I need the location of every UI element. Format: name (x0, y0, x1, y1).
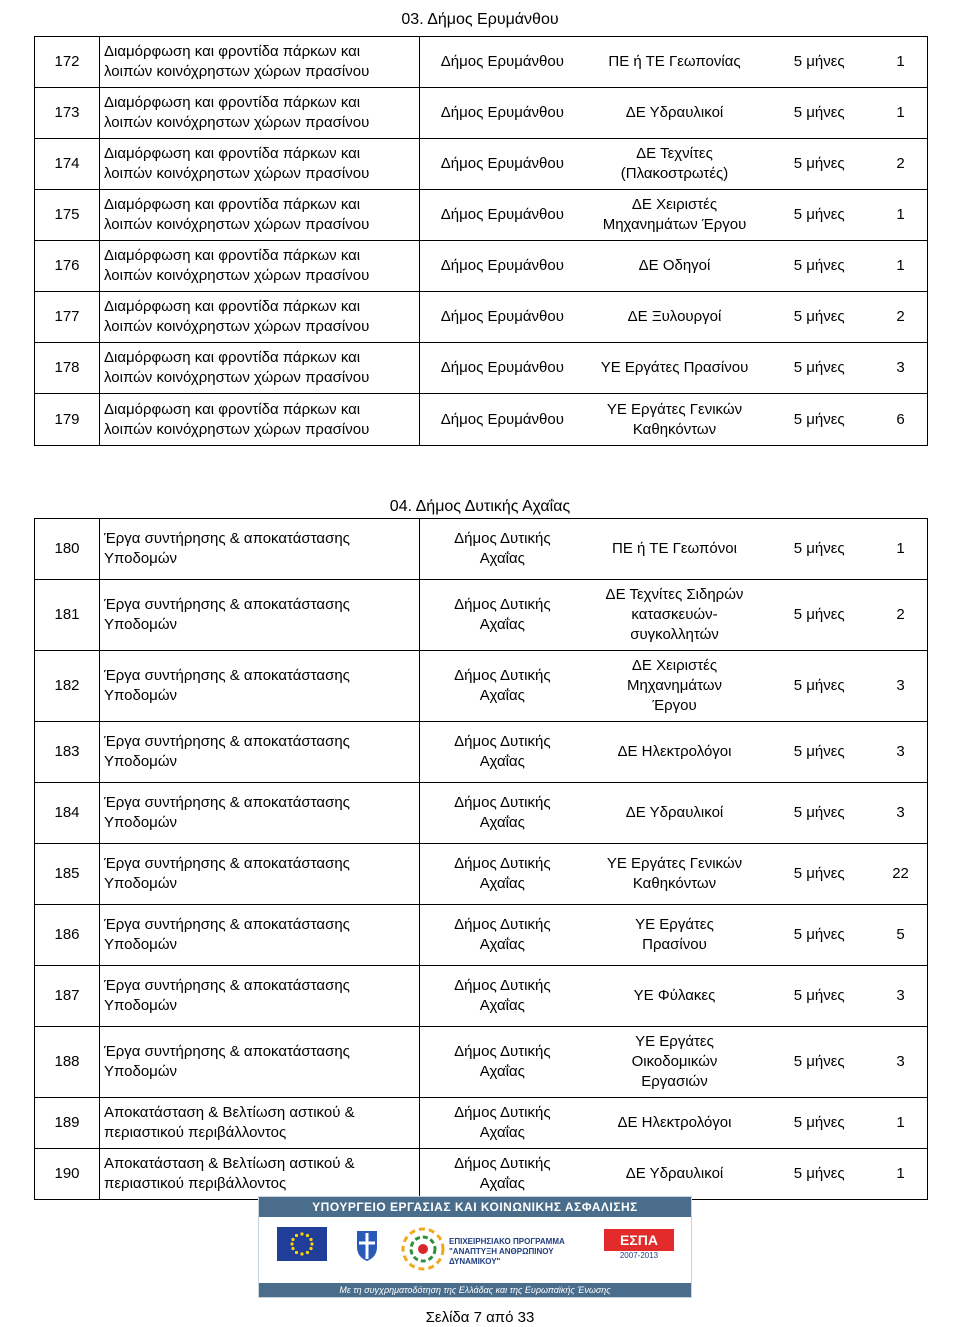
project-title (100, 519, 420, 580)
project-line: λοιπών κοινόχρηστων χώρων πρασίνου (104, 267, 370, 284)
specialty: ΔΕ Χειριστές Μηχανημάτων Έργου (626, 657, 723, 714)
duration: 5 μήνες (793, 1165, 845, 1182)
project-line: Έργα συντήρησης & αποκατάστασης (104, 596, 350, 613)
municipality: Δήμος Δυτικής Αχαΐας (454, 977, 551, 1014)
table-row (35, 190, 928, 241)
positions-count: 2 (896, 606, 905, 623)
specialty: ΔΕ Οδηγοί (638, 257, 711, 274)
municipality: Δήμος Ερυμάνθου (440, 155, 564, 172)
project-title (100, 580, 420, 651)
project-title (100, 651, 420, 722)
project-title (100, 190, 420, 241)
project-title (100, 722, 420, 783)
position-cell (420, 139, 928, 190)
project-line: Έργα συντήρησης & αποκατάστασης (104, 916, 350, 933)
operational-program-logo-icon (399, 1225, 447, 1273)
position-cell (420, 651, 928, 722)
specialty: ΠΕ ή ΤΕ Γεωπονίας (608, 53, 741, 70)
municipality: Δήμος Δυτικής Αχαΐας (454, 794, 551, 831)
project-title (100, 394, 420, 446)
specialty: ΥΕ Εργάτες Πρασίνου (635, 916, 714, 953)
project-line: Έργα συντήρησης & αποκατάστασης (104, 977, 350, 994)
table-row (35, 722, 928, 783)
project-line: λοιπών κοινόχρηστων χώρων πρασίνου (104, 420, 370, 438)
specialty: ΔΕ Υδραυλικοί (625, 104, 724, 121)
table-row (35, 580, 928, 651)
funding-banner (258, 1196, 692, 1298)
duration: 5 μήνες (793, 1053, 845, 1070)
project-line: Διαμόρφωση και φροντίδα πάρκων και (104, 400, 361, 418)
table-row (35, 966, 928, 1027)
specialty: ΥΕ Εργάτες Γενικών Καθηκόντων (606, 855, 743, 892)
positions-count: 2 (896, 308, 905, 325)
table-row (35, 343, 928, 394)
project-line: Έργα συντήρησης & αποκατάστασης (104, 667, 350, 684)
table-row (35, 37, 928, 88)
municipality: Δήμος Δυτικής Αχαΐας (454, 596, 551, 633)
section-title-04: 04. Δήμος Δυτικής Αχαΐας (389, 498, 571, 515)
project-line: Υποδομών (104, 753, 178, 770)
page-number: Σελίδα 7 από 33 (425, 1309, 535, 1326)
specialty: ΔΕ Τεχνίτες (Πλακοστρωτές) (620, 145, 729, 182)
positions-count: 3 (896, 359, 905, 376)
ministry-title: ΥΠΟΥΡΓΕΙΟ ΕΡΓΑΣΙΑΣ ΚΑΙ ΚΟΙΝΩΝΙΚΗΣ ΑΣΦΑΛΙΣΗΣ (259, 1197, 691, 1217)
row-number: 188 (35, 1027, 100, 1098)
project-title (100, 292, 420, 343)
position-cell (420, 905, 928, 966)
table-row (35, 1149, 928, 1200)
row-number: 174 (35, 139, 100, 190)
duration: 5 μήνες (793, 606, 845, 623)
project-title (100, 343, 420, 394)
project-title (100, 139, 420, 190)
project-title (100, 905, 420, 966)
municipality: Δήμος Δυτικής Αχαΐας (454, 1155, 551, 1192)
project-line: Υποδομών (104, 1063, 178, 1080)
eu-flag-icon (277, 1227, 327, 1261)
positions-count: 3 (896, 677, 905, 694)
duration: 5 μήνες (793, 743, 845, 760)
position-cell (420, 37, 928, 88)
project-line: Έργα συντήρησης & αποκατάστασης (104, 794, 350, 811)
municipality: Δήμος Ερυμάνθου (440, 257, 564, 274)
position-cell (420, 88, 928, 139)
positions-count: 22 (892, 865, 909, 882)
specialty: ΠΕ ή ΤΕ Γεωπόνοι (612, 540, 737, 557)
position-cell (420, 394, 928, 446)
positions-count: 1 (896, 206, 905, 223)
table-row (35, 88, 928, 139)
specialty: ΔΕ Υδραυλικοί (625, 804, 724, 821)
project-line: Διαμόρφωση και φροντίδα πάρκων και (104, 349, 361, 366)
project-line: λοιπών κοινόχρηστων χώρων πρασίνου (104, 318, 370, 335)
municipality: Δήμος Δυτικής Αχαΐας (454, 1043, 551, 1080)
project-line: Διαμόρφωση και φροντίδα πάρκων και (104, 298, 361, 315)
specialty: ΥΕ Εργάτες Οικοδομικών Εργασιών (631, 1033, 718, 1090)
project-title (100, 37, 420, 88)
specialty: ΔΕ Ξυλουργοί (627, 308, 722, 325)
specialty: ΥΕ Εργάτες Πρασίνου (600, 359, 749, 376)
row-number: 175 (35, 190, 100, 241)
municipality: Δήμος Ερυμάνθου (440, 410, 564, 428)
project-line: Υποδομών (104, 936, 178, 953)
positions-count: 6 (896, 410, 905, 428)
position-cell (420, 1098, 928, 1149)
municipality: Δήμος Ερυμάνθου (440, 359, 564, 376)
table-dimos-dytikis-achaias (34, 518, 928, 1200)
specialty: ΔΕ Ηλεκτρολόγοι (617, 743, 732, 760)
position-cell (420, 1149, 928, 1200)
row-number: 181 (35, 580, 100, 651)
project-line: λοιπών κοινόχρηστων χώρων πρασίνου (104, 369, 370, 386)
row-number: 182 (35, 651, 100, 722)
greek-emblem-icon (349, 1227, 385, 1263)
project-line: Αποκατάσταση & Βελτίωση αστικού & (104, 1104, 355, 1121)
position-cell (420, 343, 928, 394)
positions-count: 1 (896, 1165, 905, 1182)
positions-count: 1 (896, 257, 905, 274)
project-line: Υποδομών (104, 997, 178, 1014)
municipality: Δήμος Δυτικής Αχαΐας (454, 855, 551, 892)
duration: 5 μήνες (793, 104, 845, 121)
row-number: 178 (35, 343, 100, 394)
positions-count: 3 (896, 987, 905, 1004)
duration: 5 μήνες (793, 53, 845, 70)
position-cell (420, 190, 928, 241)
table-row (35, 1027, 928, 1098)
project-title (100, 88, 420, 139)
positions-count: 1 (896, 540, 905, 557)
project-line: Αποκατάσταση & Βελτίωση αστικού & (104, 1155, 355, 1172)
row-number: 183 (35, 722, 100, 783)
positions-count: 3 (896, 804, 905, 821)
row-number: 190 (35, 1149, 100, 1200)
table-row (35, 905, 928, 966)
row-number: 189 (35, 1098, 100, 1149)
project-line: Διαμόρφωση και φροντίδα πάρκων και (104, 247, 361, 264)
project-line: Υποδομών (104, 687, 178, 704)
duration: 5 μήνες (793, 257, 845, 274)
duration: 5 μήνες (793, 804, 845, 821)
project-line: Έργα συντήρησης & αποκατάστασης (104, 530, 350, 547)
duration: 5 μήνες (793, 865, 845, 882)
project-title (100, 1149, 420, 1200)
row-number: 173 (35, 88, 100, 139)
positions-count: 2 (896, 155, 905, 172)
specialty: ΥΕ Εργάτες Γενικών Καθηκόντων (606, 400, 743, 438)
duration: 5 μήνες (793, 206, 845, 223)
project-line: Έργα συντήρησης & αποκατάστασης (104, 855, 350, 872)
project-line: λοιπών κοινόχρηστων χώρων πρασίνου (104, 63, 370, 80)
table-row (35, 651, 928, 722)
duration: 5 μήνες (793, 987, 845, 1004)
row-number: 176 (35, 241, 100, 292)
position-cell (420, 966, 928, 1027)
municipality: Δήμος Δυτικής Αχαΐας (454, 916, 551, 953)
position-cell (420, 783, 928, 844)
duration: 5 μήνες (793, 926, 845, 943)
duration: 5 μήνες (793, 359, 845, 376)
row-number: 186 (35, 905, 100, 966)
duration: 5 μήνες (793, 540, 845, 557)
cofinancing-note: Με τη συγχρηματοδότηση της Ελλάδας και της Ευρωπαϊκής Ένωσης (259, 1283, 691, 1297)
duration: 5 μήνες (793, 677, 845, 694)
row-number: 185 (35, 844, 100, 905)
project-title (100, 1027, 420, 1098)
specialty: ΔΕ Χειριστές Μηχανημάτων Έργου (602, 196, 747, 233)
project-line: Διαμόρφωση και φροντίδα πάρκων και (104, 196, 361, 213)
table-row (35, 292, 928, 343)
municipality: Δήμος Ερυμάνθου (440, 206, 564, 223)
table-row (35, 1098, 928, 1149)
municipality: Δήμος Δυτικής Αχαΐας (454, 667, 551, 704)
project-line: Διαμόρφωση και φροντίδα πάρκων και (104, 43, 361, 60)
table-row (35, 783, 928, 844)
specialty: ΔΕ Τεχνίτες Σιδηρών κατασκευών- συγκολλητών (605, 586, 744, 643)
position-cell (420, 844, 928, 905)
project-title (100, 241, 420, 292)
positions-count: 3 (896, 743, 905, 760)
table-row (35, 241, 928, 292)
row-number: 177 (35, 292, 100, 343)
position-cell (420, 580, 928, 651)
row-number: 184 (35, 783, 100, 844)
row-number: 187 (35, 966, 100, 1027)
project-line: Υποδομών (104, 550, 178, 567)
project-title (100, 844, 420, 905)
project-line: Υποδομών (104, 814, 178, 831)
position-cell (420, 722, 928, 783)
positions-count: 3 (896, 1053, 905, 1070)
row-number: 180 (35, 519, 100, 580)
table-row (35, 394, 928, 446)
project-title (100, 1098, 420, 1149)
duration: 5 μήνες (793, 410, 845, 428)
table-row (35, 519, 928, 580)
row-number: 172 (35, 37, 100, 88)
position-cell (420, 519, 928, 580)
positions-count: 1 (896, 53, 905, 70)
section-title-03: 03. Δήμος Ερυμάνθου (401, 11, 559, 28)
project-line: Διαμόρφωση και φροντίδα πάρκων και (104, 94, 361, 111)
municipality: Δήμος Δυτικής Αχαΐας (454, 1104, 551, 1141)
municipality: Δήμος Δυτικής Αχαΐας (454, 530, 551, 567)
project-line: λοιπών κοινόχρηστων χώρων πρασίνου (104, 216, 370, 233)
project-line: λοιπών κοινόχρηστων χώρων πρασίνου (104, 165, 370, 182)
positions-count: 5 (896, 926, 905, 943)
table-dimos-erymanthou (34, 36, 928, 446)
row-number: 179 (35, 394, 100, 446)
duration: 5 μήνες (793, 308, 845, 325)
espa-logo: ΕΣΠΑ 2007-2013 (604, 1229, 674, 1269)
municipality: Δήμος Ερυμάνθου (440, 104, 564, 121)
project-title (100, 783, 420, 844)
project-line: Έργα συντήρησης & αποκατάστασης (104, 1043, 350, 1060)
municipality: Δήμος Δυτικής Αχαΐας (454, 733, 551, 770)
project-line: περιαστικού περιβάλλοντος (104, 1175, 287, 1192)
project-line: λοιπών κοινόχρηστων χώρων πρασίνου (104, 114, 370, 131)
project-title (100, 966, 420, 1027)
project-line: Διαμόρφωση και φροντίδα πάρκων και (104, 145, 361, 162)
duration: 5 μήνες (793, 1114, 845, 1131)
specialty: ΥΕ Φύλακες (633, 987, 716, 1004)
position-cell (420, 292, 928, 343)
project-line: Υποδομών (104, 616, 178, 633)
project-line: Έργα συντήρησης & αποκατάστασης (104, 733, 350, 750)
position-cell (420, 241, 928, 292)
operational-program-text: ΕΠΙΧΕΙΡΗΣΙΑΚΟ ΠΡΟΓΡΑΜΜΑ "ΑΝΑΠΤΥΞΗ ΑΝΘΡΩΠΙΝΟΥ ΔΥΝΑΜΙΚΟΥ" (449, 1237, 565, 1266)
positions-count: 1 (896, 104, 905, 121)
table-row (35, 139, 928, 190)
specialty: ΔΕ Ηλεκτρολόγοι (617, 1114, 732, 1131)
position-cell (420, 1027, 928, 1098)
municipality: Δήμος Ερυμάνθου (440, 53, 564, 70)
positions-count: 1 (896, 1114, 905, 1131)
project-line: Υποδομών (104, 875, 178, 892)
municipality: Δήμος Ερυμάνθου (440, 308, 564, 325)
specialty: ΔΕ Υδραυλικοί (625, 1165, 724, 1182)
duration: 5 μήνες (793, 155, 845, 172)
table-row (35, 844, 928, 905)
project-line: περιαστικού περιβάλλοντος (104, 1124, 287, 1141)
